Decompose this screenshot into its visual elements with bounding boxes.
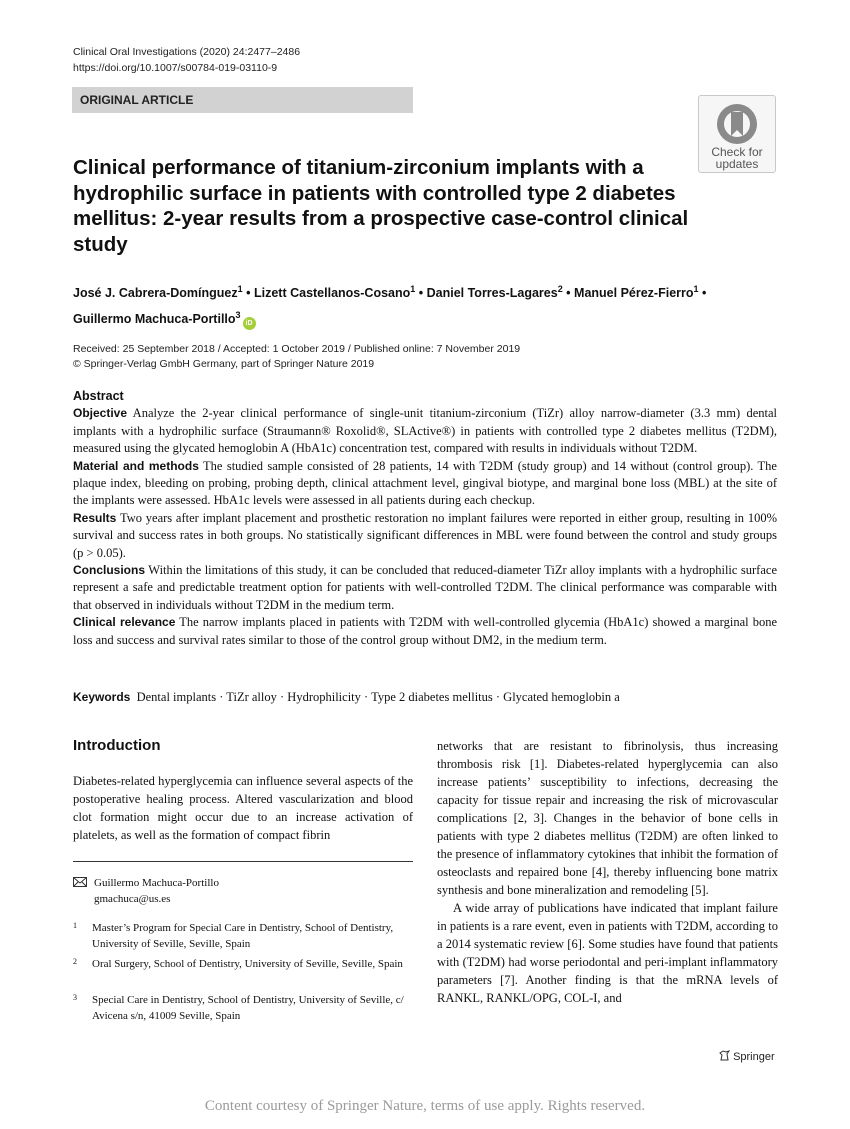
correspondence-email[interactable]: gmachuca@us.es [94,892,171,905]
author-affiliation-marker: 1 [237,284,243,294]
conclusions-label: Conclusions [73,563,146,578]
doi-link[interactable]: https://doi.org/10.1007/s00784-019-03110-9 [73,62,278,74]
author-separator: • [415,286,427,301]
keywords-line [73,689,777,706]
publication-history [73,342,520,372]
journal-reference [73,44,300,76]
affiliation-text: Oral Surgery, School of Dentistry, University of Seville, Seville, Spain [92,958,403,970]
affiliation-text: Special Care in Dentistry, School of Dentistry, University of Seville, c/ Avicena s/n, 41009 Seville, Spain [92,994,404,1022]
orcid-icon[interactable]: iD [243,317,256,330]
methods-label: Material and methods [73,458,199,473]
footnote-divider [73,861,413,862]
history-dates: Received: 25 September 2018 / Accepted: 1 October 2019 / Published online: 7 November 2019 [73,343,521,355]
author-name[interactable]: Manuel Pérez-Fierro [574,286,694,301]
envelope-icon [73,877,87,887]
author-name[interactable]: Lizett Castellanos-Cosano [253,286,411,301]
author-affiliation-marker: 2 [557,284,563,294]
journal-citation: Clinical Oral Investigations (2020) 24:2477–2486 [73,46,301,58]
objective-label: Objective [73,406,128,421]
keywords-label: Keywords [73,690,131,704]
results-label: Results [73,510,117,525]
author-name[interactable]: José J. Cabrera-Domínguez [73,286,238,301]
author-affiliation-marker: 3 [235,310,241,321]
author-name[interactable]: Daniel Torres-Lagares [426,286,558,301]
abstract-conclusions [73,562,777,614]
affiliation-number: 1 [73,921,77,930]
abstract-heading: Abstract [73,389,124,403]
conclusions-text: Within the limitations of this study, it can be concluded that reduced-diameter TiZr alloy implants with a hydrophilic surface represent a safe and predictable treatment option for patients with well-controlled T2DM. The clinical performance was comparable with that observed in individuals without T2DM in the medium term. [73,563,777,612]
springer-horse-icon [719,1050,730,1061]
affiliation-text: Master’s Program for Special Care in Dentistry, School of Dentistry, University of Seville, Seville, Spain [92,922,394,950]
copyright-line: © Springer-Verlag GmbH Germany, part of Springer Nature 2019 [73,358,375,370]
crossmark-icon [715,102,759,146]
article-type-banner: ORIGINAL ARTICLE [72,87,413,113]
affiliation-number: 2 [73,957,77,966]
author-affiliation-marker: 1 [693,284,699,294]
affiliation-number: 3 [73,993,77,1002]
author-name[interactable]: Guillermo Machuca-Portillo [73,312,236,327]
abstract-results [73,510,777,562]
affiliation-item [73,993,413,1024]
correspondence-name: Guillermo Machuca-Portillo [94,877,219,889]
abstract-objective [73,405,777,457]
check-badge-line-1: Check for [711,145,763,159]
intro-paragraph-left: Diabetes-related hyperglycemia can influence several aspects of the postoperative healing process. Altered vascularization and blood clot formation might occur due to an increase activation of platelets, as well as the formation of compact fibrin [73,774,413,842]
abstract-methods [73,458,777,510]
intro-paragraph-right-1: networks that are resistant to fibrinolysis, thus increasing thrombosis risk [1]. Diabetes-related hyperglycemia can also increase patients’ susceptibility to infections, decreasing the capacity for tissue repair and increasing the risk of microvascular complications [2, 3]. Changes in the behavior of bone cells in patients with type 2 diabetes mellitus (T2DM) are often linked to the presence of inflammatory cytokines that inhibit the formation of osteoclasts and repaired bone [4], thereby influencing bone matrix synthesis and bone mineralization and remodeling [5]. [437,739,778,897]
objective-text: Analyze the 2-year clinical performance of single-unit titanium-zirconium (TiZr) alloy narrow-diameter (3.3 mm) dental implants with a hydrophilic surface (Straumann® Roxolid®, SLActive®) in patients with controlled type 2 diabetes mellitus (T2DM), measured using the glycated hemoglobin A (HbA1c) concentration test, compared with results in individuals without T2DM. [73,406,778,456]
methods-text: The studied sample consisted of 28 patients, 14 with T2DM (study group) and 14 without (control group). The plaque index, bleeding on probing, probing depth, clinical attachment level, gingival biotype, and marginal bone loss (MBL) at the site of the implants were assessed. HbA1c levels were assessed in all patients during each checkup. [73,458,777,508]
keywords-text: Dental implants · TiZr alloy · Hydrophilicity · Type 2 diabetes mellitus · Glycated hemoglobin a [136,690,620,704]
left-column [73,772,413,844]
check-badge-line-2: updates [715,157,759,171]
author-affiliation-marker: 1 [410,284,416,294]
author-separator: • [242,286,254,301]
results-text: Two years after implant placement and prosthetic restoration no implant failures were reported in either group, resulting in 100% survival and success rates in both groups. No statistically significant differences in MBL were found between the control and study groups (p > 0.05). [73,510,777,560]
affiliation-item [73,921,413,952]
author-list [73,278,773,330]
footer-notice: Content courtesy of Springer Nature, terms of use apply. Rights reserved. [204,1098,646,1114]
publisher-logo [719,1050,775,1063]
relevance-text: The narrow implants placed in patients with T2DM with well-controlled glycemia (HbA1c) showed a marginal bone loss and success and survival rates similar to those of the control group without DM2, in the medium term. [73,615,778,647]
intro-paragraph-right-2: A wide array of publications have indicated that implant failure in patients is a rare event, even in patients with T2DM, according to a 2014 systematic review [6]. Some studies have found that patients with (T2DM) had worse periodontal and peri-implant inflammatory parameters [7]. Another finding is that the mRNA levels of RANKL, RANKL/OPG, COL-I, and [437,901,778,1005]
publisher-name: Springer [733,1051,775,1063]
article-title: Clinical performance of titanium-zirconium implants with a hydrophilic surface in patients with controlled type 2 diabetes mellitus: 2-year results from a prospective case-control clinical study [73,156,689,256]
author-separator: • [698,286,707,301]
affiliation-item [73,957,413,973]
correspondence-block [73,876,413,907]
introduction-heading: Introduction [73,737,161,754]
abstract-relevance [73,614,777,649]
abstract-section [73,388,777,649]
author-separator: • [562,286,575,301]
right-column [437,737,778,1007]
relevance-label: Clinical relevance [73,615,176,630]
